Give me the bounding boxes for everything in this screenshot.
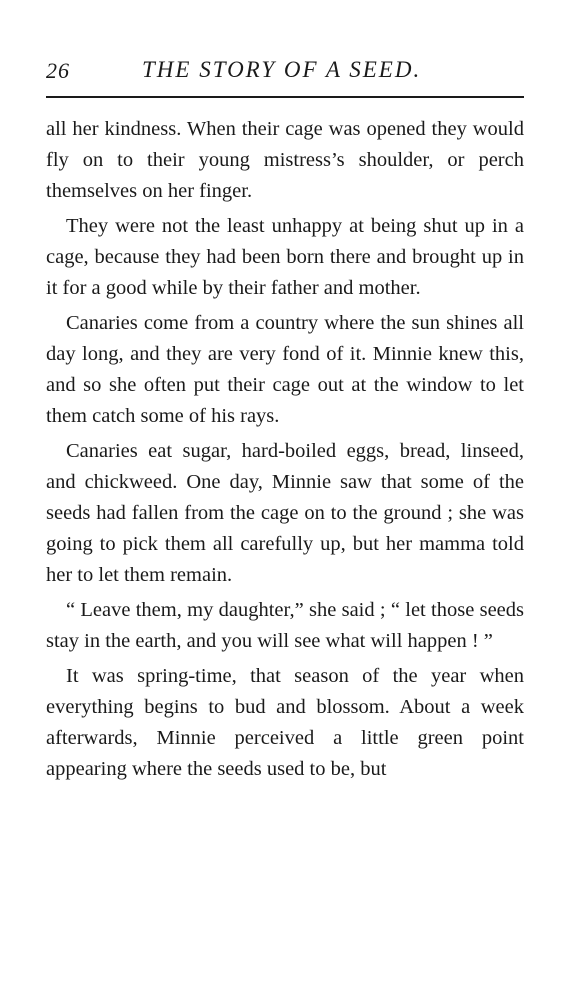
paragraph: all her kindness. When their cage was opened they would fly on to their young mistress’s shoulder, or perch themselves on her finger. bbox=[46, 118, 524, 202]
paragraph: “ Leave them, my daughter,” she said ; “ let those seeds stay in the earth, and you will see what will happen ! ” bbox=[46, 599, 524, 652]
page-number: 26 bbox=[46, 58, 70, 83]
page-header bbox=[46, 52, 524, 92]
paragraph: Canaries come from a country where the sun shines all day long, and they are very fond of it. Minnie knew this, and so she often put their cage out at the window to let them catch some of his rays. bbox=[46, 312, 524, 427]
running-title: THE STORY OF A SEED. bbox=[142, 57, 422, 82]
paragraph: Canaries eat sugar, hard-boiled eggs, bread, linseed, and chickweed. One day, Minnie saw that some of the seeds had fallen from the cage on to the ground ; she was going to pick them all carefully up, but her mamma told her to let them remain. bbox=[46, 440, 524, 586]
paragraph: They were not the least unhappy at being shut up in a cage, because they had been born there and brought up in it for a good while by their father and mother. bbox=[46, 215, 524, 299]
header-rule bbox=[46, 96, 524, 98]
paragraph: It was spring-time, that season of the year when everything begins to bud and blossom. About a week afterwards, Minnie perceived a little green point appearing where the seeds used to be, but bbox=[46, 665, 524, 780]
body-text bbox=[46, 114, 524, 789]
